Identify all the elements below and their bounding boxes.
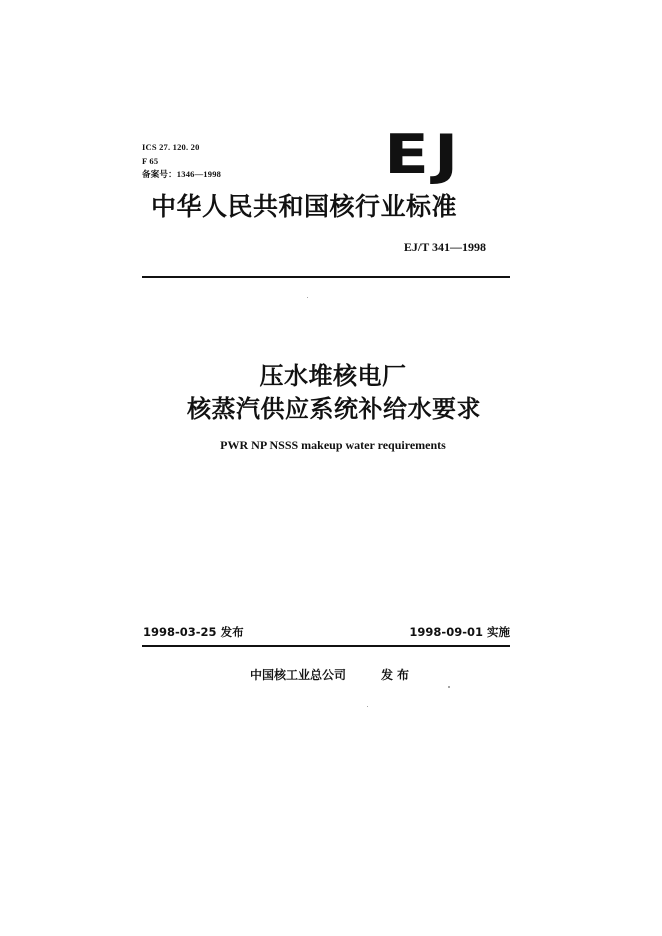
publisher-name: 中国核工业总公司	[250, 668, 347, 682]
footer-divider	[142, 645, 510, 647]
scan-speck	[307, 297, 308, 298]
publisher-action: 发布	[381, 668, 414, 682]
document-title-line-1: 压水堆核电厂	[259, 362, 407, 390]
issue-date: 1998-03-25 发布	[143, 625, 244, 639]
header-divider	[142, 276, 510, 278]
document-title-english: PWR NP NSSS makeup water requirements	[220, 438, 446, 452]
implementation-date: 1998-09-01 实施	[409, 625, 510, 639]
ics-code: ICS 27. 120. 20	[142, 142, 200, 152]
record-number: 备案号：1346—1998	[142, 169, 222, 179]
scan-speck	[367, 706, 368, 707]
classification-code: F 65	[142, 156, 159, 166]
scan-speck	[448, 686, 450, 688]
document-title-line-2: 核蒸汽供应系统补给水要求	[187, 395, 481, 423]
ej-logo: EJ	[384, 123, 464, 186]
standard-number: EJ/T 341—1998	[403, 240, 486, 254]
standard-title: 中华人民共和国核行业标准	[151, 192, 458, 221]
